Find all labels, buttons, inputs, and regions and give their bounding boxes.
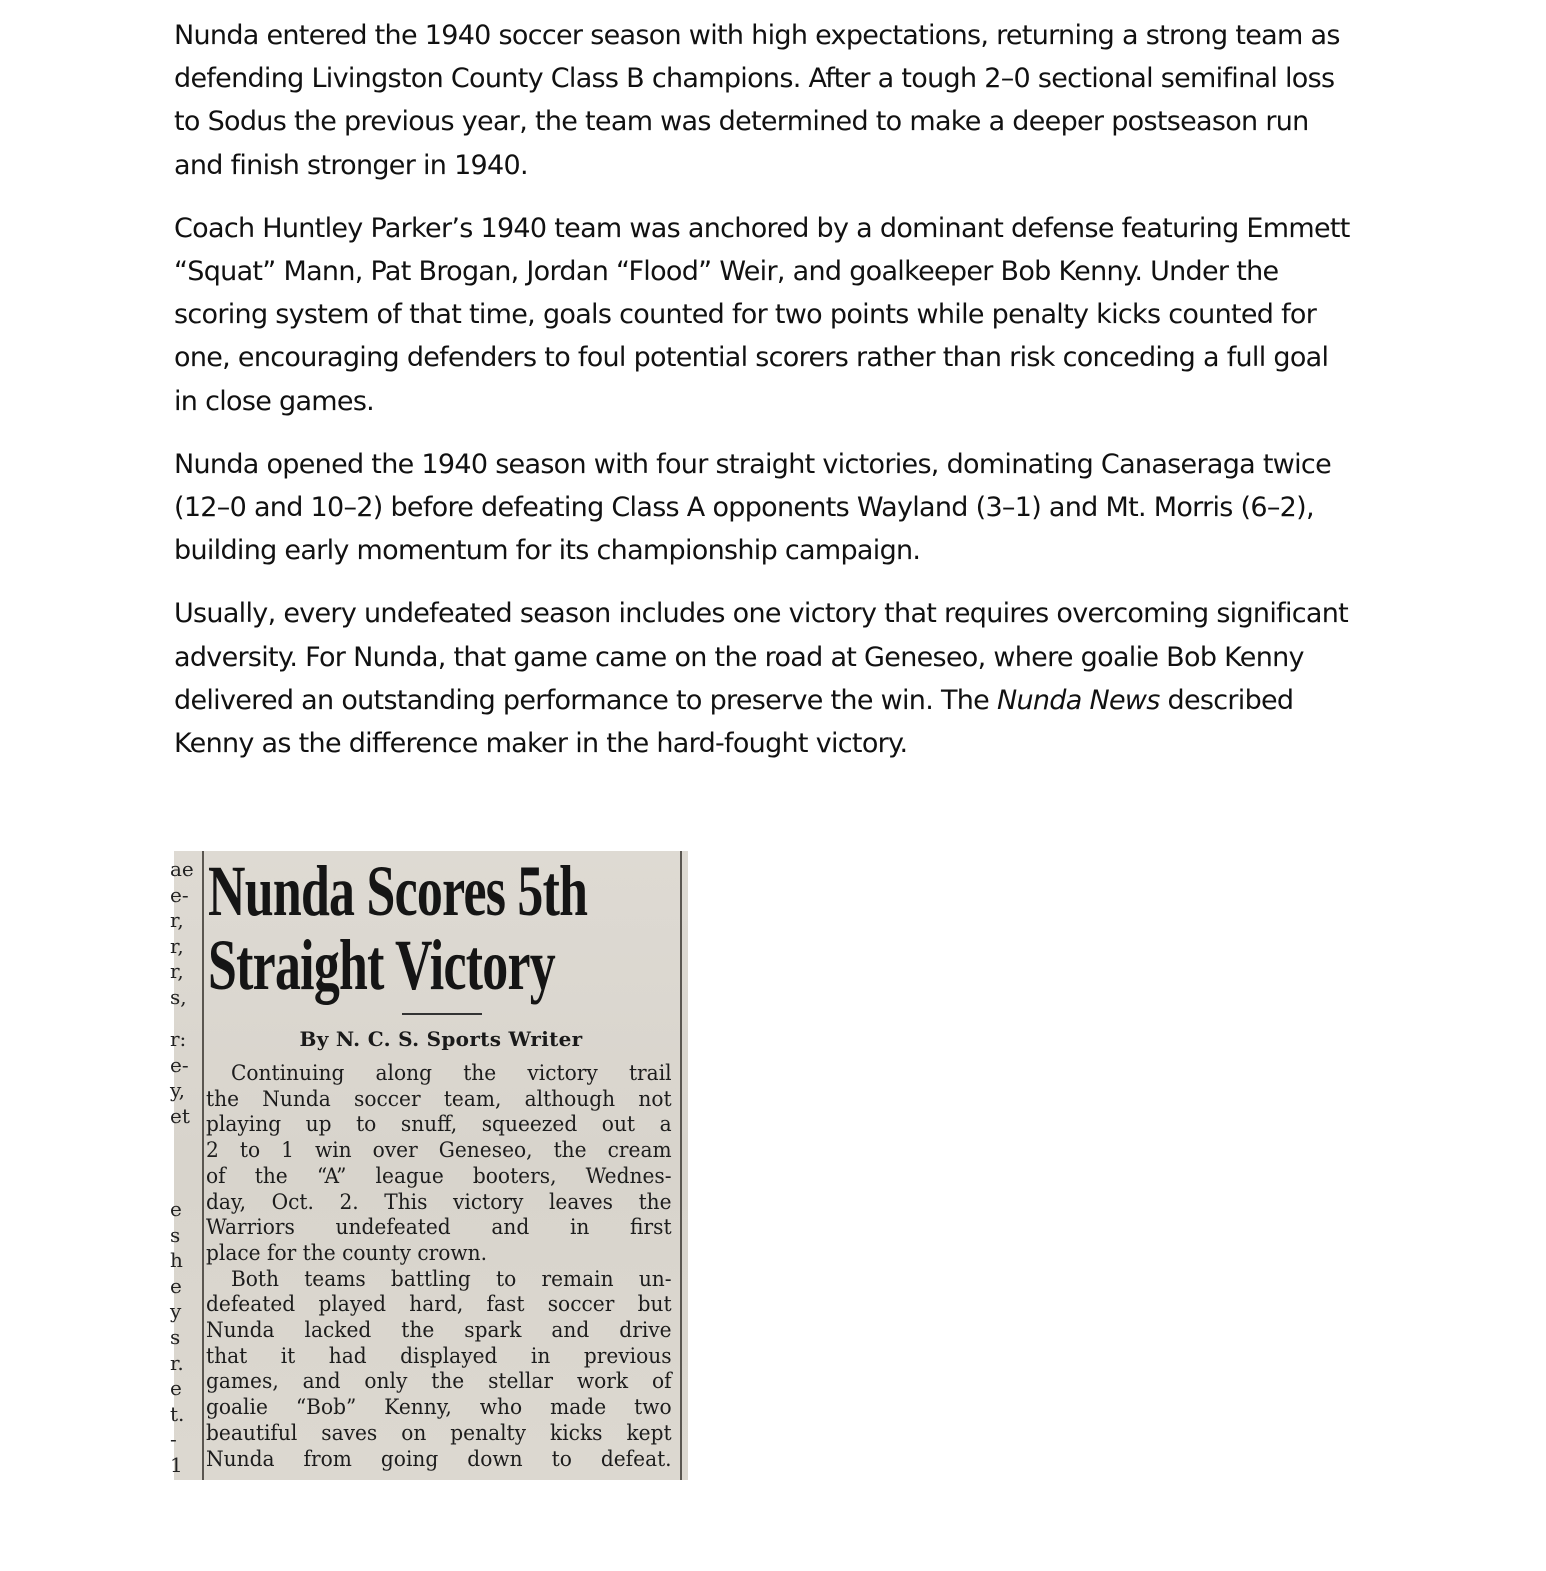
clipping-line: Nunda lacked the spark and drive: [206, 1318, 672, 1343]
clipping-headline: [208, 851, 588, 1005]
clipping-line: goalie “Bob” Kenny, who made two: [206, 1395, 672, 1420]
paragraph-1: [174, 14, 1374, 187]
paragraph-4: [174, 592, 1374, 765]
clipping-adjacent-column: [170, 851, 200, 1480]
gutter-fragment: r.: [170, 1350, 184, 1375]
clipping-line: Nunda from going down to defeat.: [206, 1446, 672, 1471]
clipping-line: place for the county crown.: [206, 1240, 488, 1265]
gutter-fragment: s,: [170, 984, 187, 1009]
clipping-line: of the “A” league booters, Wednes-: [206, 1163, 672, 1188]
gutter-group: [170, 1027, 190, 1129]
gutter-fragment: e: [170, 1376, 182, 1401]
gutter-fragment: et: [170, 1103, 190, 1128]
gutter-fragment: e: [170, 1197, 182, 1221]
headline-line: Straight Victory: [208, 925, 555, 1005]
text-line: to Sodus the previous year, the team was determined to make a deeper postseason run: [174, 106, 1309, 138]
gutter-group: [170, 1197, 185, 1479]
newspaper-clipping-image: [170, 851, 688, 1480]
text-line: Nunda entered the 1940 soccer season with high expectations, returning a strong team as: [174, 20, 1340, 51]
gutter-fragment: s: [170, 1222, 181, 1247]
text-line: scoring system of that time, goals counted for two points while penalty kicks counted for: [174, 299, 1317, 331]
text-line: Nunda opened the 1940 season with four straight victories, dominating Canaseraga twice: [174, 448, 1331, 480]
clipping-body-text: [206, 1061, 681, 1472]
article: [174, 14, 1374, 785]
clipping-byline: By N. C. S. Sports Writer: [299, 1027, 583, 1051]
text-line: Kenny as the difference maker in the hard-fought victory.: [174, 728, 908, 760]
text-segment: described: [1159, 684, 1294, 716]
gutter-fragment: e-: [170, 882, 189, 907]
text-line: Usually, every undefeated season includes one victory that requires overcoming significant: [174, 598, 1349, 630]
clipping-line: beautiful saves on penalty kicks kept: [206, 1420, 672, 1445]
gutter-fragment: r,: [170, 959, 184, 984]
clipping-line: that it had displayed in previous: [206, 1343, 672, 1368]
publication-name: Nunda News: [996, 684, 1160, 716]
byline-divider: [402, 1013, 482, 1015]
gutter-fragment: r:: [170, 1027, 187, 1051]
clipping-line: Both teams battling to remain un-: [230, 1266, 672, 1291]
paragraph-3: [174, 443, 1374, 573]
gutter-fragment: e-: [170, 1052, 189, 1077]
clipping-line: defeated played hard, fast soccer but: [206, 1292, 672, 1317]
clipping-line: the Nunda soccer team, although not: [206, 1086, 672, 1111]
gutter-fragment: r,: [170, 933, 184, 958]
gutter-fragment: -: [170, 1427, 177, 1452]
column-divider: [202, 851, 204, 1480]
headline-line: Nunda Scores 5th: [208, 851, 588, 931]
text-line: in close games.: [174, 385, 375, 417]
clipping-line: playing up to snuff, squeezed out a: [206, 1112, 672, 1137]
gutter-fragment: y: [170, 1299, 182, 1324]
clipping-line: 2 to 1 win over Geneseo, the cream: [206, 1138, 672, 1163]
clipping-line: games, and only the stellar work of: [206, 1369, 672, 1394]
text-segment: delivered an outstanding performance to preserve the win. The: [174, 684, 997, 716]
text-line: [174, 679, 1374, 722]
gutter-fragment: r,: [170, 908, 184, 933]
gutter-fragment: y,: [170, 1078, 185, 1103]
clipping-line: Continuing along the victory trail: [230, 1061, 672, 1085]
gutter-fragment: s: [170, 1324, 181, 1349]
gutter-fragment: h: [170, 1248, 183, 1273]
text-line: Coach Huntley Parker’s 1940 team was anchored by a dominant defense featuring Emmett: [174, 212, 1350, 244]
text-line: adversity. For Nunda, that game came on the road at Geneseo, where goalie Bob Kenny: [174, 641, 1304, 673]
gutter-fragment: e: [170, 1273, 182, 1298]
text-line: and finish stronger in 1940.: [174, 149, 528, 181]
clipping-line: day, Oct. 2. This victory leaves the: [206, 1189, 672, 1214]
gutter-fragment: 1: [170, 1452, 183, 1477]
text-line: one, encouraging defenders to foul potential scorers rather than risk conceding a full goal: [174, 342, 1329, 374]
text-line: “Squat” Mann, Pat Brogan, Jordan “Flood” Weir, and goalkeeper Bob Kenny. Under the: [174, 256, 1279, 288]
text-line: (12–0 and 10–2) before defeating Class A opponents Wayland (3–1) and Mt. Morris (6–2),: [174, 492, 1314, 524]
gutter-group: [170, 857, 194, 1011]
paragraph-2: [174, 207, 1374, 423]
text-line: building early momentum for its championship campaign.: [174, 535, 921, 567]
text-line: defending Livingston County Class B champions. After a tough 2–0 sectional semifinal loss: [174, 63, 1335, 95]
clipping-column: [206, 851, 676, 1472]
gutter-fragment: ae: [170, 857, 194, 881]
gutter-fragment: t.: [170, 1401, 185, 1426]
clipping-line: Warriors undefeated and in first: [206, 1215, 672, 1240]
